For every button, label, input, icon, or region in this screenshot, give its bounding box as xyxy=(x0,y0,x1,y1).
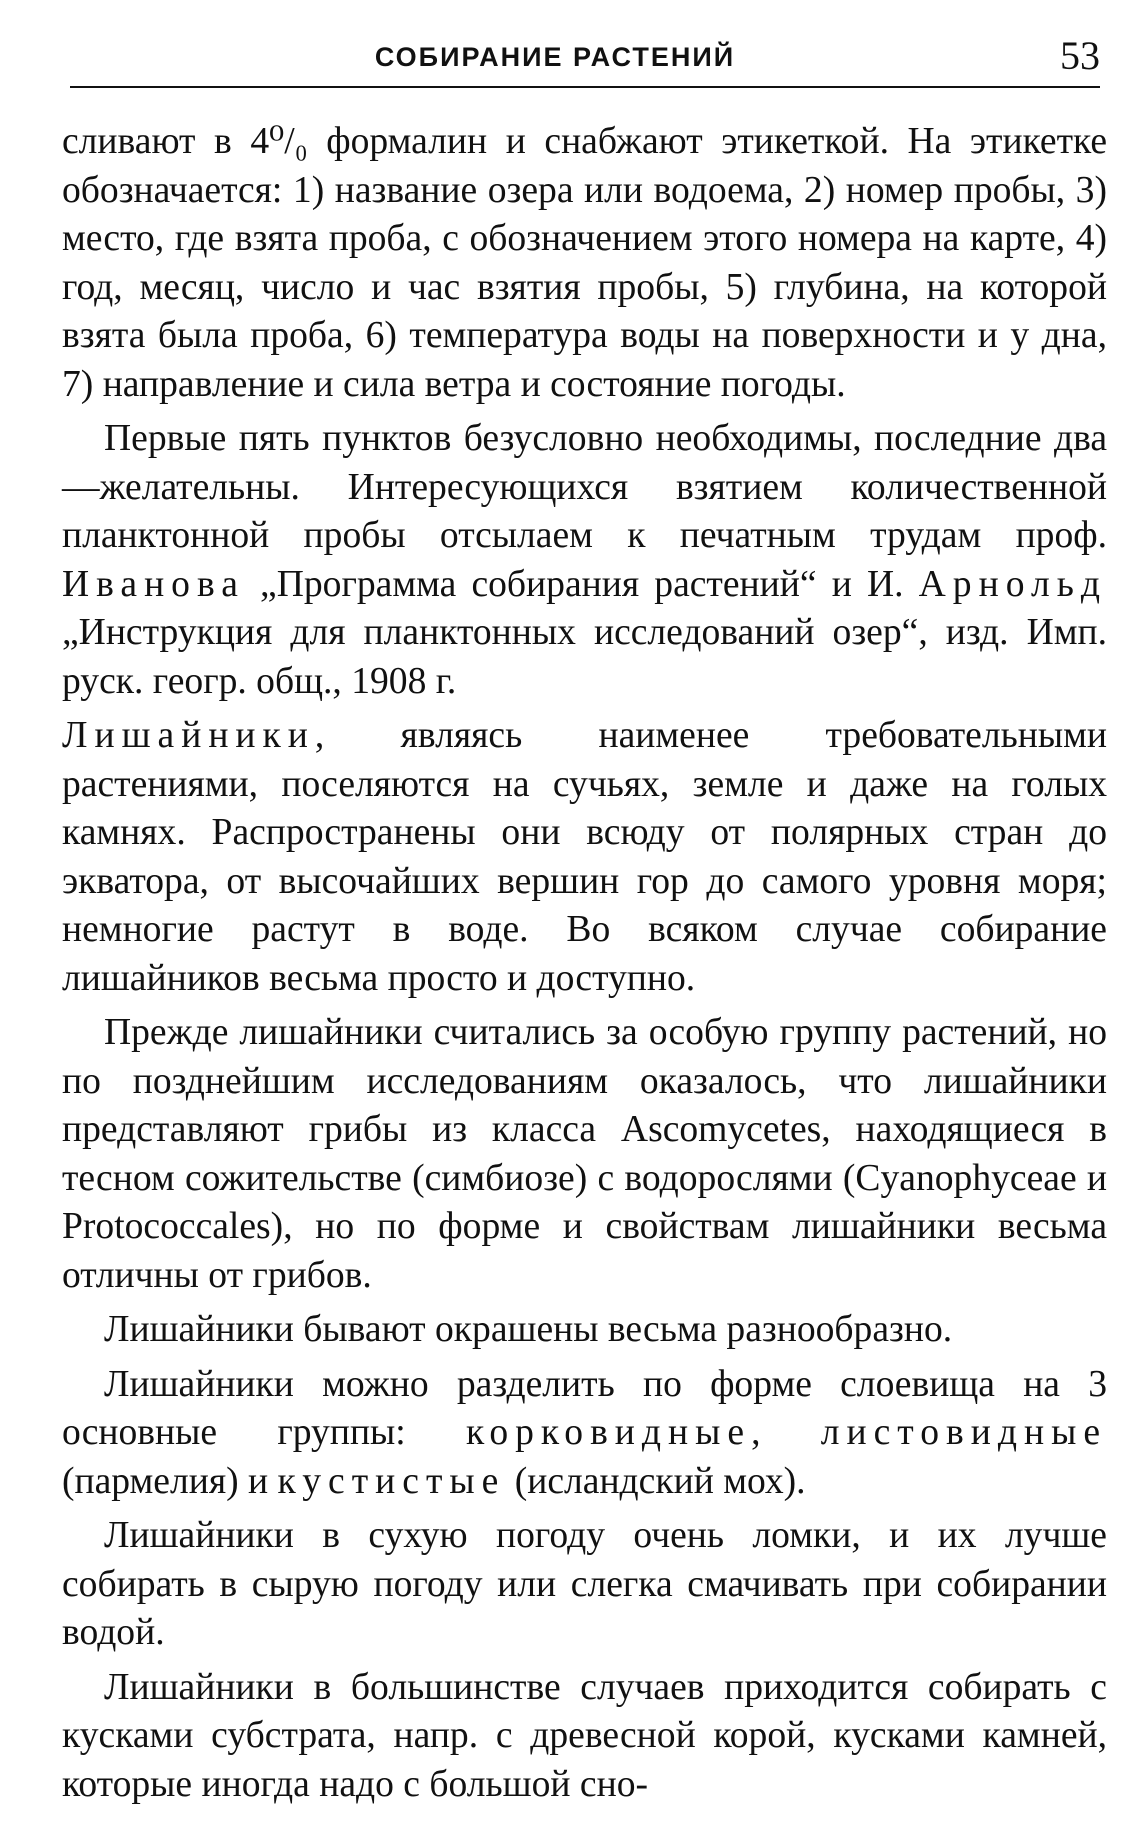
section-term-lichens: Лишайники xyxy=(62,715,315,756)
running-title: СОБИРАНИЕ РАСТЕНИЙ xyxy=(374,42,736,72)
paragraph-7: Лишайники в сухую погоду очень ломки, и их лучше собирать в сырую погоду или слегка смачивать при собирании водой. xyxy=(62,1515,1107,1653)
author-ivanov: Иванова xyxy=(62,563,245,605)
p6-text-2: , xyxy=(751,1412,821,1453)
p3-text: , являясь наименее требовательными растениями, поселяются на сучьях, земле и даже на голых камнях. Распространены они всюду от полярных стран до экватора, от высочайших вершин гор до самого уровня моря; немногие растут в воде. Во всяком случае собирание лишайников весьма просто и доступно. xyxy=(62,715,1107,999)
p6-text-4: (исландский мох). xyxy=(505,1460,806,1502)
paragraph-5: Лишайники бывают окрашены весьма разнообразно. xyxy=(104,1309,953,1350)
paragraph-6 xyxy=(62,1361,1107,1507)
paragraph-3 xyxy=(62,712,1107,1003)
paragraph-1: сливают в 4⁰/₀ формалин и снабжают этикеткой. На этикетке обозначается: 1) название озера или водоема, 2) номер пробы, 3) место, где взята проба, с обозначением этого номера на карте, 4) год, месяц, число и час взятия пробы, 5) глубина, на которой взята была проба, 6) температура воды на поверхности и у дна, 7) направление и сила ветра и состояние погоды. xyxy=(62,121,1107,405)
group-fruticose: кустистые xyxy=(277,1460,506,1502)
group-foliose: листовидные xyxy=(820,1412,1108,1453)
paragraph-2 xyxy=(62,415,1107,706)
running-head xyxy=(70,30,1100,88)
p6-text-1: Лишайники можно разделить по форме слоевища на 3 основные группы: xyxy=(62,1363,1107,1453)
page-number: 53 xyxy=(1060,33,1100,78)
group-crustose: корковидные xyxy=(466,1412,752,1453)
p2-text-1: Первые пять пунктов безусловно необходимы, последние два—желательны. Интересующихся взятием количественной планктонной пробы отсылаем к печатным трудам проф. xyxy=(62,418,1107,556)
paragraph-4: Прежде лишайники считались за особую группу растений, но по позднейшим исследованиям оказалось, что лишайники представляют грибы из класса Ascomycetes, находящиеся в тесном сожительстве (симбиозе) с водорослями (Cyanophyceae и Protococcales), но по форме и свойствам лишайники весьма отличны от грибов. xyxy=(62,1012,1107,1296)
p2-text-2: „Программа собирания растений“ и И. xyxy=(244,563,919,605)
author-arnold: Арнольд xyxy=(918,563,1107,605)
body-text xyxy=(62,118,1107,1815)
p2-text-3: „Инструкция для планктонных исследований озер“, изд. Имп. руск. геогр. общ., 1908 г. xyxy=(62,612,1107,702)
p6-text-3: (пармелия) и xyxy=(62,1460,278,1502)
paragraph-8: Лишайники в большинстве случаев приходится собирать с кусками субстрата, напр. с древесной корой, кусками камней, которые иногда надо с большой сно- xyxy=(62,1666,1107,1805)
